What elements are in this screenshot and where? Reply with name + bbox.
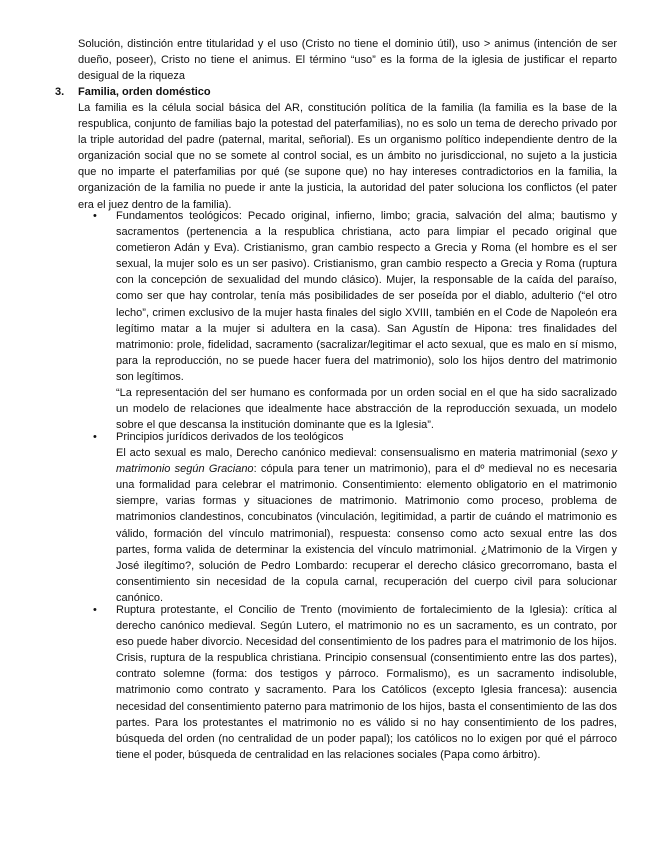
intro-paragraph: Solución, distinción entre titularidad y el uso (Cristo no tiene el dominio útil), uso > animus (intención de ser dueño, poseer), Cristo no tiene el animus. El término “uso” es la forma de la iglesia de justificar el reparto desigual de la riqueza xyxy=(78,38,617,83)
bullet-item-ruptura: Ruptura protestante, el Concilio de Trento (movimiento de fortalecimiento de la Iglesia): crítica al derecho canónico medieval. Según Lutero, el matrimonio no es un sacramento, es un contrato, por eso puede haber divorcio. Necesidad del consentimiento de los padres para el matrimonio de los hijos. Crisis, ruptura de la respublica christiana. Principio consensual (consentimiento entre las dos partes), contrato solemne (forma: dos testigos y párroco. Formalismo), es un sacramento indisoluble, matrimonio como contrato y sacramento. Para los Católicos (excepto Iglesia francesa): ausencia necesidad del consentimiento paterno para matrimonio de los hijos, basta el consentimiento de las dos partes. Para los protestantes el matrimonio no es válido si no hay consentimiento de los padres, búsqueda del orden (no centralidad de un poder papal); los católicos no lo exigen por qué el párroco tiene el poder, búsqueda de centralidad en las relaciones sociales (Papa como árbitro). xyxy=(116,604,617,761)
section-number: 3. xyxy=(55,86,65,98)
section-body-paragraph: La familia es la célula social básica del AR, constitución política de la familia (la familia es la base de la respublica, conjunto de familias bajo la potestad del paterfamilias), no es solo un tema de derecho privado por la triple autoridad del padre (paternal, marital, señorial). Es un organismo político independiente dentro de la organización social que no se somete al control social, es un ámbito no jurisdiccional, no sujeto a la justicia que no imparte el paterfamilias por qué (se supone que) no hay intereses contradictorios en la familia, la organización de la familia no puede ir ante la justicia, la autoridad del pater soluciona los conflictos (el pater era el juez dentro de la familia). xyxy=(78,102,617,211)
bullet-marker: • xyxy=(93,604,97,616)
bullet-marker: • xyxy=(93,210,97,222)
bullet-quote: “La representación del ser humano es conformada por un orden social en el que ha sido sacralizado un modelo de relaciones que idealmente hace abstracción de la reproducción sexuada, un modelo sobre el que descansa la institución dominante que es la Iglesia”. xyxy=(116,387,617,432)
bullet-text-part-b: : cópula para tener un matrimonio), para el dº medieval no es necesaria una formalidad para celebrar el matrimonio. Consentimiento: elemento obligatorio en el matrimonio siempre, varias formas y situaciones de matrimonio. Matrimonio como proceso, problema de matrimonios clandestinos, concubinatos (vinculación, legitimidad, a partir de cuándo el matrimonio es válido, formación del vínculo matrimonial), respuesta: consenso como acto sexual entre las dos partes, forma valida de determinar la existencia del vínculo matrimonial. ¿Matrimonio de la Virgen y José ilegítimo?, solución de Pedro Lombardo: recuperar el derecho clásico grecorromano, basta el consentimiento sin necesidad de la copula carnal, recuperación del cuerpo civil para solucionar canónico. xyxy=(116,463,618,604)
bullet-text xyxy=(116,445,617,606)
bullet-text-part-a: El acto sexual es malo, Derecho canónico medieval: consensualismo en materia matrimonial ( xyxy=(116,447,585,460)
bullet-item-fundamentos xyxy=(116,208,617,433)
bullet-text-italic: sexo y matrimonio según Graciano xyxy=(116,447,618,476)
bullet-text: Fundamentos teológicos: Pecado original, infierno, limbo; gracia, salvación del alma; bautismo y sacramentos (pertenencia a la respublica christiana, acto para limpiar el pecado original que cometieron Adán y Eva). Cristianismo, gran cambio respecto a Grecia y Roma (el hombre es el ser sexual, la mujer solo es un ser pasivo). Cristianismo, gran cambio respecto a Grecia y Roma (ruptura con la concepción de sexualidad del mundo clásico). Mujer, la responsable de la caída del paraíso, como ser que hay controlar, tenía más posibilidades de ser poseída por el diablo, adulterio (“el otro lecho”, crimen exclusivo de la mujer hasta finales del siglo XVIII, también en el Code de Napoleón era legítimo matar a la mujer si adultera en la casa). San Agustín de Hipona: tres finalidades del matrimonio: prole, fidelidad, sacramento (sacralizar/legitimar el acto sexual, que es malo en sí mismo, para la reproducción, no se puede hacer fuera del matrimonio), solo los hijos dentro del matrimonio son legítimos. xyxy=(116,210,617,383)
bullet-item-principios xyxy=(116,429,617,606)
section-heading xyxy=(55,84,211,100)
bullet-title: Principios jurídicos derivados de los teológicos xyxy=(116,431,344,443)
section-title: Familia, orden doméstico xyxy=(78,86,211,98)
bullet-marker: • xyxy=(93,431,97,443)
